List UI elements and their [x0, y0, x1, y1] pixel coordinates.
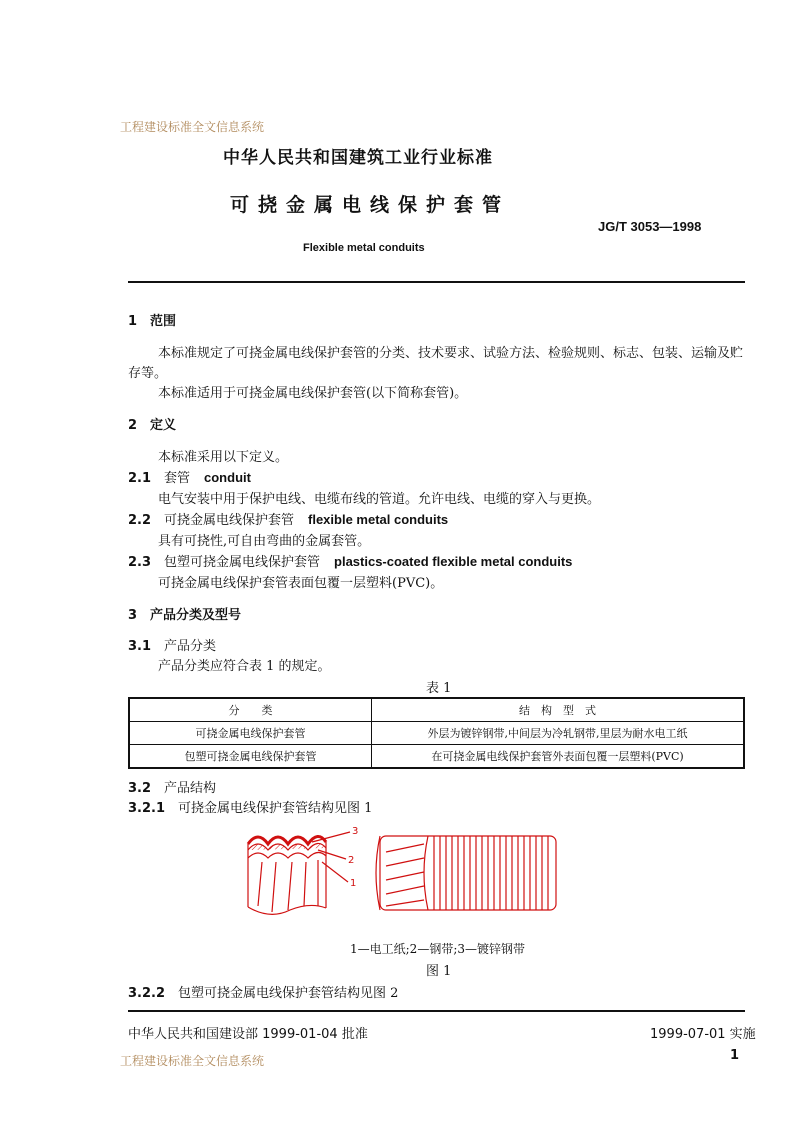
clause-title: 可挠金属电线保护套管结构见图 1 [178, 801, 373, 816]
clause-number: 2.3 [128, 555, 152, 570]
approval-line: 中华人民共和国建设部 1999-01-04 批准 [128, 1027, 368, 1042]
section-title: 产品分类及型号 [150, 608, 242, 623]
clause-number: 3.2 [128, 781, 152, 796]
definition-text: 电气安装中用于保护电线、电缆布线的管道。允许电线、电缆的穿入与更换。 [158, 492, 601, 507]
clause-number: 2.2 [128, 513, 152, 528]
clause-3-2 [128, 777, 216, 796]
paragraph: 本标准适用于可挠金属电线保护套管(以下简称套管)。 [158, 386, 468, 401]
table-header-row [129, 698, 744, 722]
section-number: 1 [128, 314, 138, 329]
figure-1-conduit-structure [240, 822, 570, 922]
figure-caption: 图 1 [426, 964, 452, 979]
clause-3-2-1 [128, 797, 372, 816]
clause-title: 包塑可挠金属电线保护套管结构见图 2 [178, 986, 399, 1001]
paragraph: 本标准采用以下定义。 [158, 450, 289, 465]
clause-number: 3.1 [128, 639, 152, 654]
galvanized-steel-layer [248, 836, 326, 844]
classification-table [128, 697, 745, 769]
standard-org-title: 中华人民共和国建筑工业行业标准 [223, 148, 493, 168]
section-title: 范围 [150, 314, 177, 329]
term-cn: 可挠金属电线保护套管 [164, 513, 295, 528]
term-en: conduit [204, 470, 251, 485]
definition-2-1 [128, 467, 251, 486]
header-rule [128, 281, 745, 283]
figure-label-2: 2 [348, 855, 355, 866]
paragraph: 存等。 [128, 366, 168, 381]
term-cn: 包塑可挠金属电线保护套管 [164, 555, 321, 570]
clause-number: 3.2.1 [128, 801, 166, 816]
standard-code: JG/T 3053—1998 [598, 219, 702, 234]
table-caption: 表 1 [426, 681, 452, 696]
figure-legend: 1—电工纸;2—钢带;3—镀锌钢带 [350, 942, 525, 956]
clause-number: 2.1 [128, 471, 152, 486]
clause-number: 3.2.2 [128, 986, 166, 1001]
clause-title: 产品结构 [164, 781, 217, 796]
document-title: 可挠金属电线保护套管 [230, 194, 511, 216]
footer-rule [128, 1010, 745, 1012]
table-cell: 可挠金属电线保护套管 [129, 722, 372, 745]
definition-2-2 [128, 509, 448, 528]
section-2-heading [128, 414, 176, 433]
section-1-heading [128, 310, 176, 329]
table-cell: 包塑可挠金属电线保护套管 [129, 745, 372, 769]
table-cell: 外层为镀锌钢带,中间层为冷轧钢带,里层为耐水电工纸 [372, 722, 745, 745]
section-title: 定义 [150, 418, 177, 433]
section-number: 3 [128, 608, 138, 623]
paragraph: 产品分类应符合表 1 的规定。 [158, 659, 331, 674]
page-number: 1 [730, 1048, 740, 1063]
term-cn: 套管 [164, 471, 191, 486]
paper-layer [248, 852, 326, 858]
table-header-cell: 结 构 型 式 [372, 698, 745, 722]
figure-label-3: 3 [352, 826, 359, 837]
figure-label-1: 1 [350, 878, 357, 889]
table-cell: 在可挠金属电线保护套管外表面包覆一层塑料(PVC) [372, 745, 745, 769]
watermark-top: 工程建设标准全文信息系统 [120, 120, 265, 134]
term-en: plastics-coated flexible metal conduits [334, 554, 573, 569]
paragraph: 本标准规定了可挠金属电线保护套管的分类、技术要求、试验方法、检验规则、标志、包装、运输及贮 [158, 346, 744, 361]
effective-date: 1999-07-01 实施 [650, 1027, 756, 1042]
definition-text: 可挠金属电线保护套管表面包覆一层塑料(PVC)。 [158, 576, 444, 591]
table-row [129, 745, 744, 769]
english-title: Flexible metal conduits [303, 242, 425, 254]
definition-2-3 [128, 551, 572, 570]
table-row [129, 722, 744, 745]
section-number: 2 [128, 418, 138, 433]
clause-title: 产品分类 [164, 639, 217, 654]
watermark-bottom: 工程建设标准全文信息系统 [120, 1054, 265, 1068]
table-header-cell: 分 类 [129, 698, 372, 722]
clause-3-1 [128, 635, 216, 654]
clause-3-2-2 [128, 982, 398, 1001]
section-3-heading [128, 604, 241, 623]
definition-text: 具有可挠性,可自由弯曲的金属套管。 [158, 534, 371, 549]
term-en: flexible metal conduits [308, 512, 449, 527]
